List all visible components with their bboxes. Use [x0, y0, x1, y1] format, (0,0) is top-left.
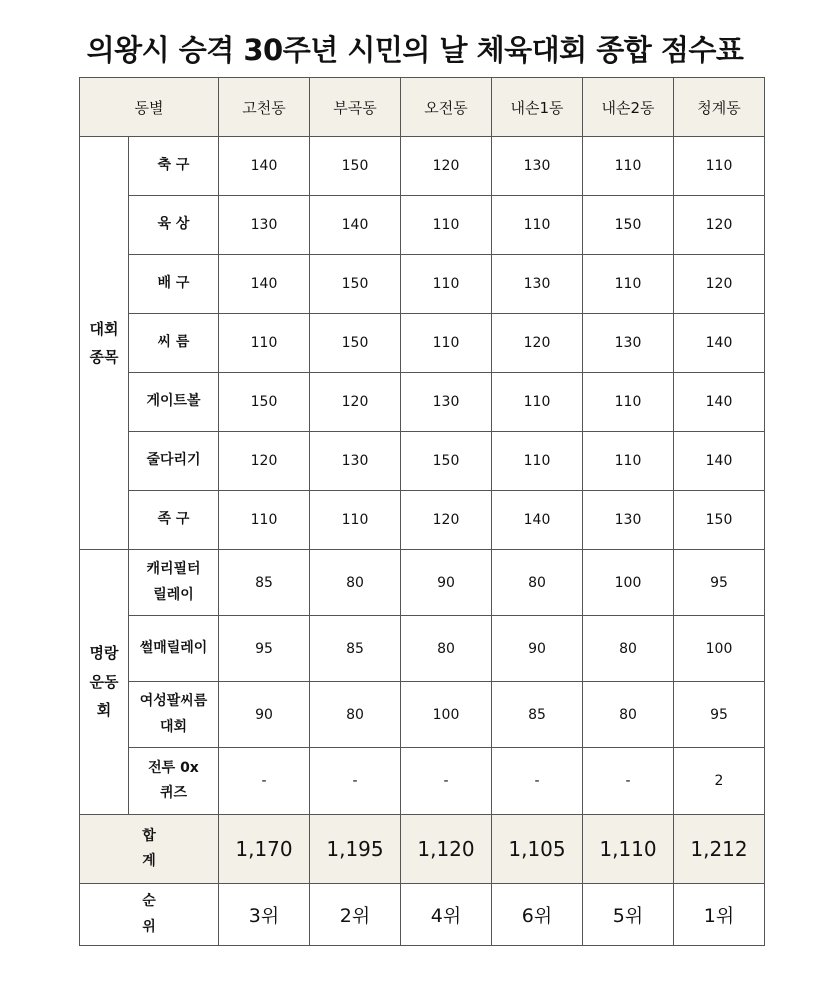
score-cell: 100: [401, 682, 492, 748]
score-cell: 80: [310, 550, 401, 616]
score-cell: 150: [401, 432, 492, 491]
score-cell: 130: [310, 432, 401, 491]
score-cell: 130: [492, 137, 583, 196]
score-cell: 80: [583, 682, 674, 748]
total-cell: 1,120: [401, 815, 492, 884]
score-cell: 140: [310, 196, 401, 255]
score-cell: 90: [219, 682, 310, 748]
score-cell: 110: [583, 255, 674, 314]
event-row: [80, 196, 765, 255]
rank-cell: 5위: [583, 884, 674, 946]
score-cell: -: [583, 748, 674, 815]
score-table: [79, 77, 765, 946]
group-label: 명랑 운동 회: [80, 550, 129, 815]
score-cell: 110: [401, 314, 492, 373]
score-cell: 120: [492, 314, 583, 373]
event-name: 게이트볼: [129, 373, 219, 432]
score-cell: 110: [492, 373, 583, 432]
score-cell: 110: [401, 255, 492, 314]
score-cell: 150: [310, 255, 401, 314]
score-cell: 110: [492, 196, 583, 255]
score-cell: -: [401, 748, 492, 815]
score-cell: 120: [401, 137, 492, 196]
event-row: [80, 616, 765, 682]
rank-cell: 2위: [310, 884, 401, 946]
score-cell: 110: [492, 432, 583, 491]
score-cell: 120: [401, 491, 492, 550]
score-cell: 120: [219, 432, 310, 491]
score-cell: 110: [219, 491, 310, 550]
header-row: [80, 78, 765, 137]
score-cell: 130: [492, 255, 583, 314]
score-cell: -: [492, 748, 583, 815]
rank-row: [80, 884, 765, 946]
score-cell: 90: [492, 616, 583, 682]
event-row: [80, 432, 765, 491]
score-cell: 90: [401, 550, 492, 616]
score-cell: 85: [492, 682, 583, 748]
header-label: 동별: [80, 78, 219, 137]
score-cell: 100: [674, 616, 765, 682]
event-name: 축 구: [129, 137, 219, 196]
dong-header: 청계동: [674, 78, 765, 137]
score-cell: 80: [310, 682, 401, 748]
score-cell: 95: [674, 682, 765, 748]
event-name: 배 구: [129, 255, 219, 314]
score-cell: 150: [310, 137, 401, 196]
dong-header: 내손1동: [492, 78, 583, 137]
total-cell: 1,195: [310, 815, 401, 884]
total-cell: 1,110: [583, 815, 674, 884]
score-cell: 110: [310, 491, 401, 550]
total-label: 합 계: [80, 815, 219, 884]
score-cell: 95: [674, 550, 765, 616]
score-cell: 110: [583, 373, 674, 432]
event-row: [80, 373, 765, 432]
total-cell: 1,105: [492, 815, 583, 884]
dong-header: 고천동: [219, 78, 310, 137]
score-cell: 100: [583, 550, 674, 616]
event-name: 족 구: [129, 491, 219, 550]
score-cell: 85: [219, 550, 310, 616]
score-cell: 110: [401, 196, 492, 255]
event-row: [80, 137, 765, 196]
score-cell: 120: [674, 196, 765, 255]
event-row: [80, 550, 765, 616]
event-name: 캐리필터 릴레이: [129, 550, 219, 616]
score-cell: 110: [674, 137, 765, 196]
score-cell: 80: [492, 550, 583, 616]
rank-cell: 4위: [401, 884, 492, 946]
score-cell: 130: [401, 373, 492, 432]
score-cell: 140: [674, 432, 765, 491]
page-title: 의왕시 승격 30주년 시민의 날 체육대회 종합 점수표: [86, 33, 744, 67]
score-cell: 95: [219, 616, 310, 682]
score-cell: 2: [674, 748, 765, 815]
total-cell: 1,170: [219, 815, 310, 884]
event-row: [80, 682, 765, 748]
score-cell: 150: [583, 196, 674, 255]
score-cell: 140: [219, 255, 310, 314]
rank-cell: 1위: [674, 884, 765, 946]
score-cell: 140: [674, 373, 765, 432]
score-cell: 110: [583, 432, 674, 491]
score-cell: 110: [583, 137, 674, 196]
rank-cell: 3위: [219, 884, 310, 946]
group-label: 대회 종목: [80, 137, 129, 550]
score-cell: 150: [219, 373, 310, 432]
score-cell: 140: [492, 491, 583, 550]
score-cell: 80: [401, 616, 492, 682]
score-cell: 130: [583, 491, 674, 550]
event-name: 여성팔씨름 대회: [129, 682, 219, 748]
score-cell: 140: [674, 314, 765, 373]
event-name: 줄다리기: [129, 432, 219, 491]
event-row: [80, 255, 765, 314]
rank-cell: 6위: [492, 884, 583, 946]
score-cell: -: [219, 748, 310, 815]
score-cell: 150: [310, 314, 401, 373]
score-cell: 110: [219, 314, 310, 373]
dong-header: 오전동: [401, 78, 492, 137]
score-cell: 120: [310, 373, 401, 432]
score-cell: -: [310, 748, 401, 815]
score-cell: 120: [674, 255, 765, 314]
dong-header: 내손2동: [583, 78, 674, 137]
event-row: [80, 314, 765, 373]
event-name: 썰매릴레이: [129, 616, 219, 682]
score-cell: 140: [219, 137, 310, 196]
event-row: [80, 748, 765, 815]
event-name: 육 상: [129, 196, 219, 255]
total-row: [80, 815, 765, 884]
score-cell: 150: [674, 491, 765, 550]
event-name: 씨 름: [129, 314, 219, 373]
score-cell: 130: [583, 314, 674, 373]
score-cell: 85: [310, 616, 401, 682]
score-cell: 80: [583, 616, 674, 682]
total-cell: 1,212: [674, 815, 765, 884]
score-cell: 130: [219, 196, 310, 255]
dong-header: 부곡동: [310, 78, 401, 137]
event-row: [80, 491, 765, 550]
rank-label: 순 위: [80, 884, 219, 946]
event-name: 전투 0x 퀴즈: [129, 748, 219, 815]
